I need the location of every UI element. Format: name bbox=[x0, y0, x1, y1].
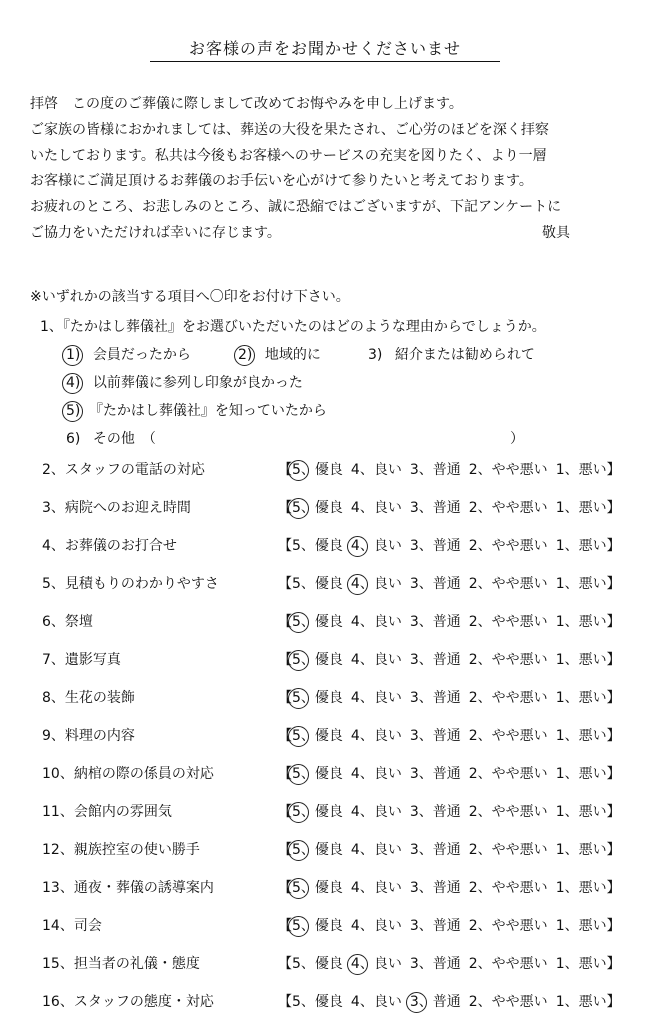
scale-open-bracket: 【 bbox=[278, 576, 292, 592]
rating-option-1[interactable]: 1、悪い bbox=[555, 880, 607, 896]
survey-title: お客様の声をお聞かせくださいませ bbox=[188, 39, 461, 58]
rating-question-row bbox=[42, 990, 642, 1028]
scale-open-bracket: 【 bbox=[278, 956, 292, 972]
option-5[interactable] bbox=[66, 397, 327, 425]
question-label: 12、親族控室の使い勝手 bbox=[42, 842, 200, 858]
rating-option-2[interactable]: 2、やや悪い bbox=[468, 880, 548, 896]
rating-scale bbox=[278, 496, 621, 520]
rating-option-5[interactable]: 5、優良 bbox=[292, 838, 343, 862]
rating-option-5[interactable]: 5、優良 bbox=[292, 724, 343, 748]
rating-option-3[interactable]: 3、普通 bbox=[409, 690, 461, 706]
question-label: 4、お葬儀のお打合せ bbox=[42, 538, 177, 554]
rating-option-4[interactable]: 4、良い bbox=[350, 842, 402, 858]
rating-option-5[interactable]: 5、優良 bbox=[292, 538, 343, 554]
scale-open-bracket: 【 bbox=[278, 804, 292, 820]
rating-option-2[interactable]: 2、やや悪い bbox=[468, 842, 548, 858]
rating-option-4[interactable]: 4、良い bbox=[351, 572, 402, 596]
intro-line: いたしております。私共は今後もお客様へのサービスの充実を図りたく、より一層 bbox=[30, 147, 547, 164]
rating-option-5[interactable]: 5、優良 bbox=[292, 686, 343, 710]
rating-scale bbox=[278, 952, 621, 976]
scale-open-bracket: 【 bbox=[278, 918, 292, 934]
intro-line: ご家族の皆様におかれましては、葬送の大役を果たされ、ご心労のほどを深く拝察 bbox=[30, 121, 549, 138]
rating-option-1[interactable]: 1、悪い bbox=[555, 690, 607, 706]
rating-option-1[interactable]: 1、悪い bbox=[555, 614, 607, 630]
rating-option-4[interactable]: 4、良い bbox=[351, 952, 402, 976]
rating-option-2[interactable]: 2、やや悪い bbox=[468, 614, 548, 630]
rating-option-5[interactable]: 5、優良 bbox=[292, 610, 343, 634]
question-label: 6、祭壇 bbox=[42, 614, 93, 630]
option-3[interactable] bbox=[368, 341, 535, 369]
rating-option-3[interactable]: 3、普通 bbox=[409, 766, 461, 782]
rating-option-5[interactable]: 5、優良 bbox=[292, 800, 343, 824]
rating-scale bbox=[278, 534, 621, 558]
rating-scale bbox=[278, 914, 621, 938]
rating-option-4[interactable]: 4、良い bbox=[350, 690, 402, 706]
rating-option-2[interactable]: 2、やや悪い bbox=[468, 766, 548, 782]
rating-option-1[interactable]: 1、悪い bbox=[555, 766, 607, 782]
rating-option-1[interactable]: 1、悪い bbox=[555, 500, 607, 516]
rating-option-3[interactable]: 3、普通 bbox=[409, 538, 461, 554]
rating-option-4[interactable]: 4、良い bbox=[350, 614, 402, 630]
question-label: 3、病院へのお迎え時間 bbox=[42, 500, 191, 516]
scale-close-bracket: 】 bbox=[606, 690, 621, 706]
rating-option-4[interactable]: 4、良い bbox=[350, 500, 402, 516]
rating-option-1[interactable]: 1、悪い bbox=[555, 918, 607, 934]
rating-option-5[interactable]: 5、優良 bbox=[292, 876, 343, 900]
rating-scale bbox=[278, 762, 621, 786]
intro-paragraph bbox=[30, 92, 630, 247]
rating-option-5[interactable]: 5、優良 bbox=[292, 458, 343, 482]
question-label: 11、会館内の雰囲気 bbox=[42, 804, 172, 820]
scale-close-bracket: 】 bbox=[606, 614, 621, 630]
option-2[interactable] bbox=[238, 341, 321, 369]
rating-option-4[interactable]: 4、良い bbox=[351, 534, 402, 558]
rating-option-2[interactable]: 2、やや悪い bbox=[468, 956, 548, 972]
rating-option-3[interactable]: 3、普通 bbox=[409, 880, 461, 896]
rating-option-2[interactable]: 2、やや悪い bbox=[468, 728, 548, 744]
intro-line: お客様にご満足頂けるお葬儀のお手伝いを心がけて参りたいと考えております。 bbox=[30, 173, 533, 190]
rating-question-row bbox=[42, 762, 642, 800]
rating-option-4[interactable]: 4、良い bbox=[350, 766, 402, 782]
question-label: 7、遺影写真 bbox=[42, 652, 121, 668]
rating-option-2[interactable]: 2、やや悪い bbox=[468, 690, 548, 706]
option-number: 3) bbox=[368, 347, 383, 363]
rating-question-row bbox=[42, 458, 642, 496]
rating-option-1[interactable]: 1、悪い bbox=[555, 994, 607, 1010]
rating-question-row bbox=[42, 648, 642, 686]
scale-open-bracket: 【 bbox=[278, 728, 292, 744]
rating-option-5[interactable]: 5、優良 bbox=[292, 576, 343, 592]
rating-question-list bbox=[42, 458, 642, 1028]
rating-option-3[interactable]: 3、普通 bbox=[409, 728, 461, 744]
rating-scale bbox=[278, 572, 621, 596]
option-label: 地域的に bbox=[264, 347, 321, 363]
rating-scale bbox=[278, 800, 621, 824]
option-label: 以前葬儀に参列し印象が良かった bbox=[92, 375, 303, 391]
rating-option-1[interactable]: 1、悪い bbox=[555, 804, 607, 820]
scale-open-bracket: 【 bbox=[278, 538, 292, 554]
rating-option-5[interactable]: 5、優良 bbox=[292, 994, 343, 1010]
option-label: 『たかはし葬儀社』を知っていたから bbox=[88, 403, 327, 419]
scale-close-bracket: 】 bbox=[606, 842, 621, 858]
rating-question-row bbox=[42, 724, 642, 762]
rating-option-3[interactable]: 3、普通 bbox=[409, 652, 461, 668]
question-label: 13、通夜・葬儀の誘導案内 bbox=[42, 880, 214, 896]
title-underline bbox=[150, 61, 500, 62]
option-number: 5) bbox=[66, 397, 80, 425]
rating-option-5[interactable]: 5、優良 bbox=[292, 496, 343, 520]
scale-close-bracket: 】 bbox=[606, 918, 621, 934]
rating-option-4[interactable]: 4、良い bbox=[350, 994, 402, 1010]
rating-scale bbox=[278, 990, 621, 1014]
scale-close-bracket: 】 bbox=[606, 652, 621, 668]
question-label: 5、見積もりのわかりやすさ bbox=[42, 576, 219, 592]
scale-open-bracket: 【 bbox=[278, 500, 292, 516]
intro-line-text: ご協力をいただければ幸いに存じます。 bbox=[30, 224, 281, 241]
question-label: 16、スタッフの態度・対応 bbox=[42, 994, 214, 1010]
scale-close-bracket: 】 bbox=[606, 728, 621, 744]
scale-close-bracket: 】 bbox=[606, 956, 621, 972]
rating-option-5[interactable]: 5、優良 bbox=[292, 956, 343, 972]
rating-question-row bbox=[42, 686, 642, 724]
scale-close-bracket: 】 bbox=[606, 804, 621, 820]
option-1[interactable] bbox=[66, 341, 191, 369]
rating-option-2[interactable]: 2、やや悪い bbox=[468, 576, 548, 592]
rating-question-row bbox=[42, 952, 642, 990]
rating-option-2[interactable]: 2、やや悪い bbox=[468, 538, 548, 554]
option-6[interactable] bbox=[66, 425, 156, 453]
rating-scale bbox=[278, 458, 621, 482]
rating-option-4[interactable]: 4、良い bbox=[350, 880, 402, 896]
other-close-paren: ） bbox=[510, 431, 524, 447]
rating-scale bbox=[278, 648, 621, 672]
intro-line: 拝啓 この度のご葬儀に際しまして改めてお悔やみを申し上げます。 bbox=[30, 96, 463, 112]
rating-option-3[interactable]: 3、普通 bbox=[409, 462, 461, 478]
question-label: 14、司会 bbox=[42, 918, 102, 934]
scale-open-bracket: 【 bbox=[278, 690, 292, 706]
rating-option-2[interactable]: 2、やや悪い bbox=[468, 804, 548, 820]
scale-close-bracket: 】 bbox=[606, 880, 621, 896]
rating-option-1[interactable]: 1、悪い bbox=[555, 842, 607, 858]
rating-option-4[interactable]: 4、良い bbox=[350, 918, 402, 934]
rating-question-row bbox=[42, 534, 642, 572]
rating-option-4[interactable]: 4、良い bbox=[350, 462, 402, 478]
rating-option-3[interactable]: 3、普通 bbox=[409, 804, 461, 820]
scale-open-bracket: 【 bbox=[278, 994, 292, 1010]
option-label: 会員だったから bbox=[92, 347, 191, 363]
scale-close-bracket: 】 bbox=[606, 994, 621, 1010]
rating-scale bbox=[278, 610, 621, 634]
rating-scale bbox=[278, 838, 621, 862]
scale-open-bracket: 【 bbox=[278, 652, 292, 668]
rating-option-4[interactable]: 4、良い bbox=[350, 728, 402, 744]
rating-scale bbox=[278, 876, 621, 900]
rating-option-3[interactable]: 3、普通 bbox=[409, 842, 461, 858]
option-4[interactable] bbox=[66, 369, 303, 397]
question-label: 2、スタッフの電話の対応 bbox=[42, 462, 205, 478]
rating-option-2[interactable]: 2、やや悪い bbox=[468, 994, 548, 1010]
rating-option-1[interactable]: 1、悪い bbox=[555, 576, 607, 592]
scale-open-bracket: 【 bbox=[278, 462, 292, 478]
scale-open-bracket: 【 bbox=[278, 880, 292, 896]
scale-open-bracket: 【 bbox=[278, 614, 292, 630]
rating-option-3[interactable]: 3、普通 bbox=[410, 990, 461, 1014]
rating-question-row bbox=[42, 838, 642, 876]
rating-option-1[interactable]: 1、悪い bbox=[555, 462, 607, 478]
rating-question-row bbox=[42, 800, 642, 838]
closing-keigu: 敬具 bbox=[542, 224, 570, 241]
option-label: 紹介または勧められて bbox=[394, 347, 535, 363]
rating-question-row bbox=[42, 496, 642, 534]
question-label: 15、担当者の礼儀・態度 bbox=[42, 956, 200, 972]
intro-line-last bbox=[30, 221, 630, 247]
rating-question-row bbox=[42, 572, 642, 610]
scale-close-bracket: 】 bbox=[606, 576, 621, 592]
rating-option-5[interactable]: 5、優良 bbox=[292, 762, 343, 786]
rating-question-row bbox=[42, 876, 642, 914]
scale-close-bracket: 】 bbox=[606, 766, 621, 782]
scale-open-bracket: 【 bbox=[278, 766, 292, 782]
rating-option-5[interactable]: 5、優良 bbox=[292, 648, 343, 672]
option-number: 6) bbox=[66, 431, 81, 447]
rating-option-2[interactable]: 2、やや悪い bbox=[468, 918, 548, 934]
scale-open-bracket: 【 bbox=[278, 842, 292, 858]
option-label: その他 （ bbox=[92, 431, 156, 447]
scale-close-bracket: 】 bbox=[606, 500, 621, 516]
scale-close-bracket: 】 bbox=[606, 538, 621, 554]
question-1-text: 1、『たかはし葬儀社』をお選びいただいたのはどのような理由からでしょうか。 bbox=[40, 319, 546, 335]
option-number: 4) bbox=[66, 369, 80, 397]
question-label: 8、生花の装飾 bbox=[42, 690, 135, 706]
option-number: 1) bbox=[66, 341, 80, 369]
rating-option-1[interactable]: 1、悪い bbox=[555, 538, 607, 554]
rating-option-2[interactable]: 2、やや悪い bbox=[468, 500, 548, 516]
scale-close-bracket: 】 bbox=[606, 462, 621, 478]
rating-option-3[interactable]: 3、普通 bbox=[409, 614, 461, 630]
rating-option-4[interactable]: 4、良い bbox=[350, 804, 402, 820]
rating-question-row bbox=[42, 914, 642, 952]
question-label: 10、納棺の際の係員の対応 bbox=[42, 766, 214, 782]
rating-option-3[interactable]: 3、普通 bbox=[409, 576, 461, 592]
rating-option-3[interactable]: 3、普通 bbox=[409, 500, 461, 516]
rating-scale bbox=[278, 686, 621, 710]
rating-option-1[interactable]: 1、悪い bbox=[555, 728, 607, 744]
option-number: 2) bbox=[238, 341, 252, 369]
instruction-text: ※いずれかの該当する項目へ〇印をお付け下さい。 bbox=[30, 289, 350, 305]
rating-option-2[interactable]: 2、やや悪い bbox=[468, 652, 548, 668]
rating-question-row bbox=[42, 610, 642, 648]
rating-option-3[interactable]: 3、普通 bbox=[409, 918, 461, 934]
intro-line: お疲れのところ、お悲しみのところ、誠に恐縮ではございますが、下記アンケートに bbox=[30, 199, 562, 216]
question-label: 9、料理の内容 bbox=[42, 728, 135, 744]
rating-option-3[interactable]: 3、普通 bbox=[409, 956, 461, 972]
rating-scale bbox=[278, 724, 621, 748]
rating-option-2[interactable]: 2、やや悪い bbox=[468, 462, 548, 478]
rating-option-1[interactable]: 1、悪い bbox=[555, 956, 607, 972]
rating-option-4[interactable]: 4、良い bbox=[350, 652, 402, 668]
rating-option-5[interactable]: 5、優良 bbox=[292, 914, 343, 938]
rating-option-1[interactable]: 1、悪い bbox=[555, 652, 607, 668]
